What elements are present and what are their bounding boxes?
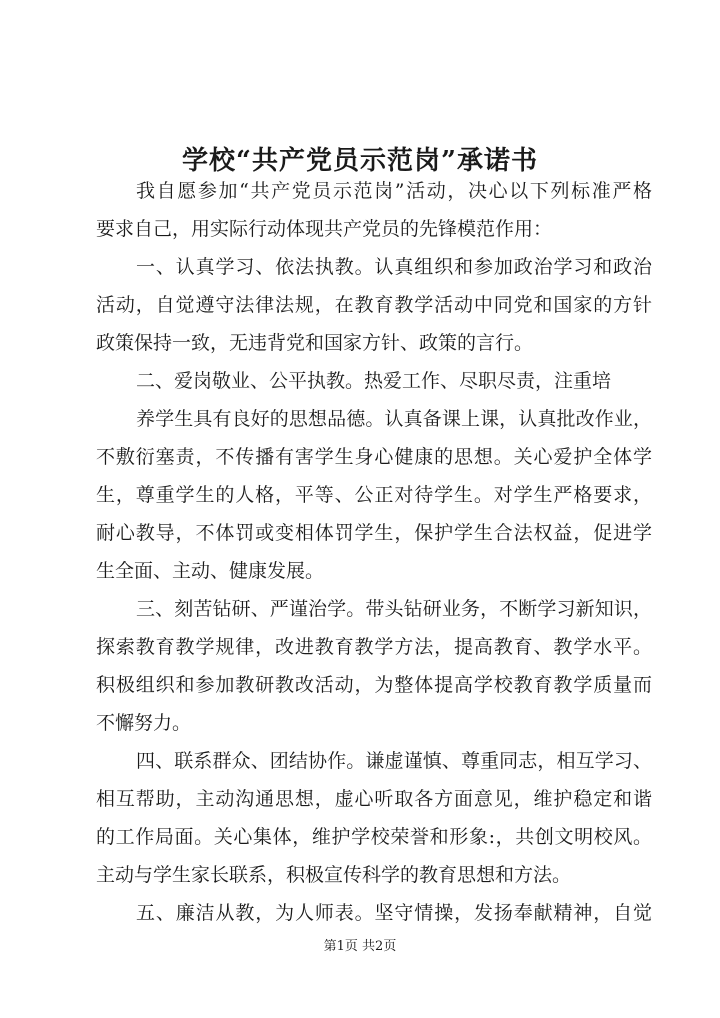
paragraph-line: 要求自己，用实际行动体现共产党员的先锋模范作用：	[96, 218, 553, 240]
paragraph-line: 的工作局面。关心集体，维护学校荣誉和形象:，共创文明校风。	[96, 826, 652, 848]
paragraph-line: 主动与学生家长联系，积极宣传科学的教育思想和方法。	[96, 864, 572, 886]
paragraph-line: 一、认真学习、依法执教。认真组织和参加政治学习和政治	[136, 256, 652, 278]
document-body	[96, 172, 652, 932]
paragraph-line: 生，尊重学生的人格，平等、公正对待学生。对学生严格要求，	[96, 484, 652, 506]
paragraph-line: 不敷衍塞责，不传播有害学生身心健康的思想。关心爱护全体学	[96, 446, 652, 468]
paragraph-line: 二、爱岗敬业、公平执教。热爱工作、尽职尽责，注重培	[136, 370, 612, 392]
paragraph-line: 探索教育教学规律，改进教育教学方法，提高教育、教学水平。	[96, 636, 652, 658]
paragraph-line: 四、联系群众、团结协作。谦虚谨慎、尊重同志，相互学习、	[136, 750, 652, 772]
document-title: 学校“共产党员示范岗”承诺书	[182, 146, 538, 177]
paragraph-line: 相互帮助，主动沟通思想，虚心听取各方面意见，维护稳定和谐	[96, 788, 652, 810]
paragraph-line: 政策保持一致，无违背党和国家方针、政策的言行。	[96, 332, 534, 354]
paragraph-line: 生全面、主动、健康发展。	[96, 560, 325, 582]
paragraph-line: 不懈努力。	[96, 712, 192, 734]
paragraph-line: 三、刻苦钻研、严谨治学。带头钻研业务，不断学习新知识，	[136, 598, 652, 620]
paragraph-line: 五、廉洁从教，为人师表。坚守情操，发扬奉献精神，自觉	[136, 902, 652, 924]
paragraph-line: 耐心教导，不体罚或变相体罚学生，保护学生合法权益，促进学	[96, 522, 652, 544]
paragraph-line: 活动，自觉遵守法律法规，在教育教学活动中同党和国家的方针	[96, 294, 652, 316]
page-footer: 第1页 共2页	[323, 939, 397, 954]
paragraph-line: 我自愿参加“共产党员示范岗”活动，决心以下列标准严格	[136, 180, 652, 202]
paragraph-line: 养学生具有良好的思想品德。认真备课上课，认真批改作业，	[136, 408, 652, 430]
paragraph-line: 积极组织和参加教研教改活动，为整体提高学校教育教学质量而	[96, 674, 652, 696]
